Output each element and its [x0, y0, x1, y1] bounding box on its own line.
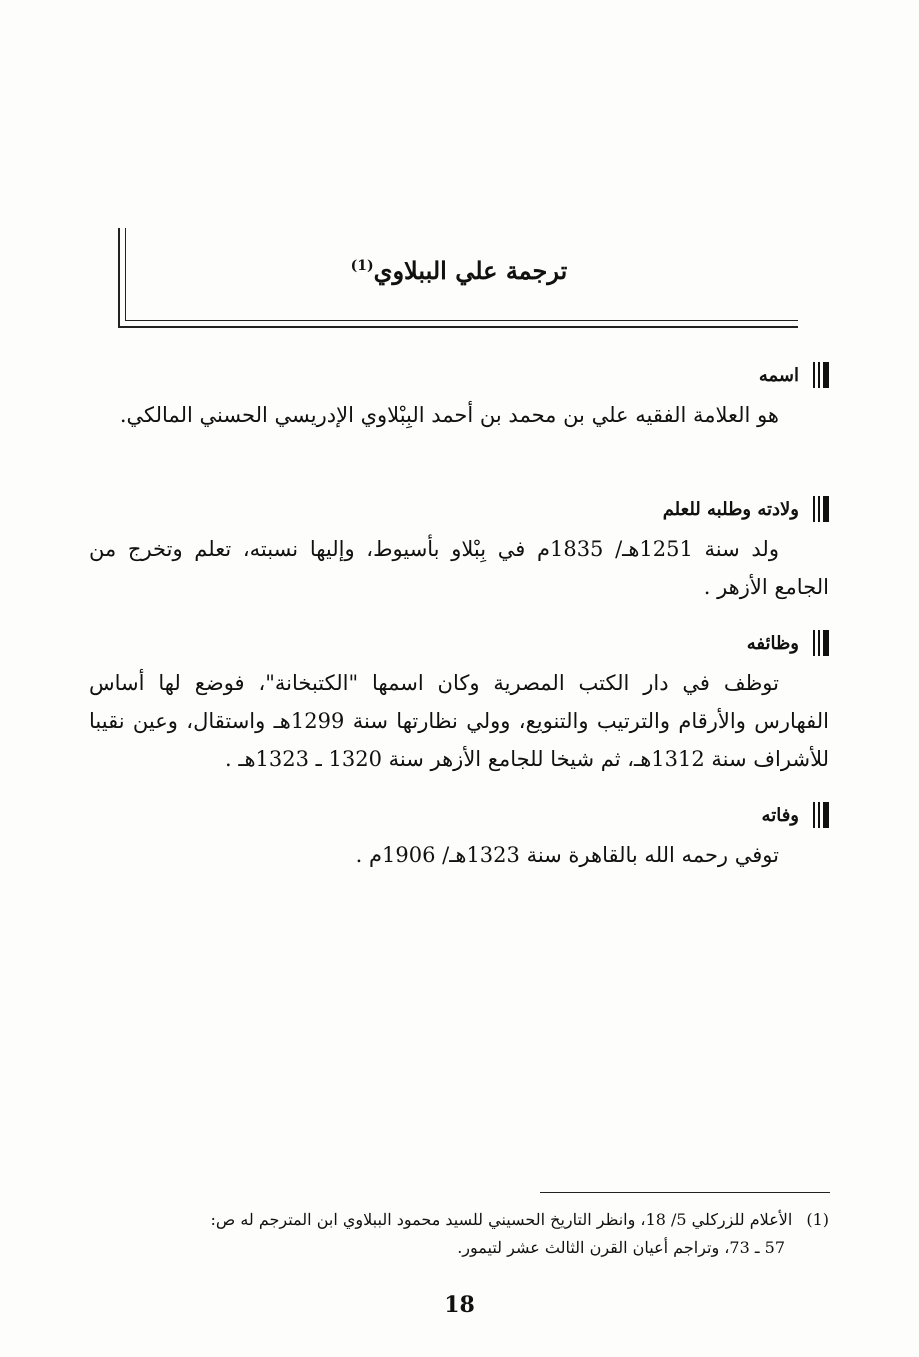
section-heading: [89, 628, 829, 658]
section-positions: [89, 628, 829, 778]
title-text: ترجمة علي الببلاوي: [373, 256, 568, 285]
footnote-text-1: الأعلام للزركلي 5/ 18، وانظر التاريخ الحسيني للسيد محمود الببلاوي ابن المترجم له ص:: [210, 1210, 793, 1229]
title-frame: [118, 228, 798, 328]
footnote-text-2: 57 ـ 73، وتراجم أعيان القرن الثالث عشر لتيمور.: [457, 1238, 785, 1257]
heading-bars-icon: [813, 802, 829, 828]
section-heading-text: وظائفه: [746, 632, 799, 654]
section-paragraph: ولد سنة 1251هـ/ 1835م في بِبْلاو بأسيوط، وإليها نسبته، تعلم وتخرج من الجامع الأزهر .: [89, 537, 829, 599]
heading-bars-icon: [813, 496, 829, 522]
section-name: [89, 360, 829, 434]
section-heading: [89, 494, 829, 524]
page-number: 18: [444, 1292, 475, 1318]
section-heading-text: ولادته وطلبه للعلم: [662, 498, 799, 520]
heading-bars-icon: [813, 362, 829, 388]
footnote-number: (1): [806, 1210, 829, 1229]
section-heading: [89, 360, 829, 390]
section-heading: [89, 800, 829, 830]
page-title: [120, 256, 798, 285]
section-paragraph: توفي رحمه الله بالقاهرة سنة 1323هـ/ 1906م .: [355, 843, 779, 867]
section-heading-text: اسمه: [758, 364, 799, 386]
heading-bars-icon: [813, 630, 829, 656]
section-paragraph: توظف في دار الكتب المصرية وكان اسمها "الكتبخانة"، فوضع لها أساس الفهارس والأرقام والترتيب والتنويع، وولي نظارتها سنة 1299هـ واستقال، وعين نقيبا للأشراف سنة 1312هـ، ثم شيخا للجامع الأزهر سنة 1320 ـ 1323هـ .: [89, 671, 829, 771]
section-birth: [89, 494, 829, 606]
footnote: [89, 1206, 829, 1262]
section-paragraph: هو العلامة الفقيه علي بن محمد بن أحمد البِبْلاوي الإدريسي الحسني المالكي.: [119, 403, 779, 427]
footnote-line-1: [89, 1206, 829, 1234]
section-heading-text: وفاته: [761, 804, 799, 826]
footnote-line-2: [89, 1234, 829, 1262]
footnote-divider: [540, 1192, 830, 1193]
title-footnote-ref: (1): [350, 258, 374, 274]
section-death: [89, 800, 829, 874]
